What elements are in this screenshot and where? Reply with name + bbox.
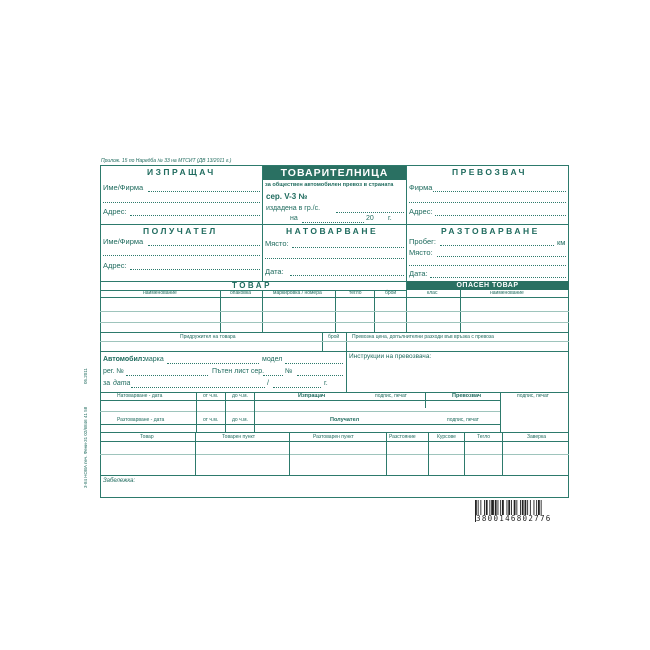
- waybill-issued-field[interactable]: [336, 212, 404, 213]
- side-date: 05.2011: [83, 368, 88, 384]
- sig-receiver-sign: подпис, печат: [447, 417, 479, 423]
- vehicle-make-field[interactable]: [167, 363, 259, 364]
- waybill-issued-label: издадена в гр./с.: [266, 205, 321, 212]
- col-marking: маркировка / номера: [273, 290, 322, 296]
- col-goods-name: наименование: [143, 290, 177, 296]
- receiver-title: ПОЛУЧАТЕЛ: [143, 226, 218, 236]
- receiver-address-label: Адрес:: [103, 261, 127, 270]
- unloading-date-field[interactable]: [430, 277, 566, 278]
- vehicle-label: Автомобил:: [103, 356, 145, 363]
- col-certification: Заверка: [527, 434, 547, 440]
- loading-title: НАТОВАРВАНЕ: [286, 226, 379, 236]
- sig-receiver: Получател: [330, 417, 360, 423]
- vehicle-date-slash: /: [267, 380, 269, 387]
- sig-loading-to: до ч.м.: [232, 393, 248, 399]
- waybill-series: сер. V-3 №: [266, 192, 308, 201]
- vehicle-model-field[interactable]: [285, 363, 343, 364]
- vehicle-date-field-2[interactable]: [273, 387, 321, 388]
- vehicle-date-label: дата: [113, 380, 131, 387]
- vehicle-make-label: марка: [144, 356, 164, 363]
- carrier-title: ПРЕВОЗВАЧ: [452, 167, 527, 177]
- col-transport-weight: Тегло: [477, 434, 491, 440]
- sig-unloading-from: от ч.м.: [203, 417, 219, 423]
- waybill-subtitle: за обществен автомобилен превоз в страната: [265, 182, 394, 188]
- unloading-mileage-field[interactable]: [440, 245, 554, 246]
- waybill-sheet-field[interactable]: [263, 375, 283, 376]
- loading-date-field[interactable]: [290, 275, 404, 276]
- col-trips: Курсове: [437, 434, 456, 440]
- remark-label: Забележка:: [103, 478, 136, 484]
- col-packaging: опаковка: [230, 290, 252, 296]
- sig-carrier-sign: подпис, печат: [517, 393, 549, 399]
- unloading-date-label: Дата:: [409, 269, 428, 278]
- waybill-on-label: на: [290, 215, 298, 222]
- waybill-year-suffix: г.: [388, 215, 392, 222]
- col-distance: Разстояние: [389, 434, 416, 440]
- vehicle-for-label: за: [103, 380, 111, 387]
- sig-loading-date: Натоварване - дата: [117, 393, 163, 399]
- docs-label: Придружител на товара: [180, 334, 236, 340]
- docs-count-label: брой: [328, 334, 340, 340]
- waybill-year: 20: [366, 215, 374, 222]
- vehicle-year-suffix: г.: [324, 380, 328, 387]
- unloading-title: РАЗТОВАРВАНЕ: [441, 226, 540, 236]
- sender-name-field[interactable]: [148, 191, 260, 192]
- col-weight: тегло: [349, 290, 362, 296]
- unloading-km: км: [557, 238, 566, 247]
- price-label: Превозна цена, допълнителни разходи във връзка с превоза: [352, 334, 494, 340]
- instructions-label: Инструкции на превозвача:: [349, 353, 432, 360]
- loading-place-label: Място:: [265, 239, 289, 248]
- vehicle-model-label: модел: [262, 356, 283, 363]
- unloading-mileage-label: Пробег:: [409, 237, 436, 246]
- waybill-sheet-num-label: №: [285, 368, 293, 375]
- col-transport-goods: Товар: [140, 434, 154, 440]
- carrier-firm-label: Фирма: [409, 183, 433, 192]
- sig-loading-from: от ч.м.: [203, 393, 219, 399]
- sig-unloading-to: до ч.м.: [232, 417, 248, 423]
- receiver-name-label: Име/Фирма: [103, 237, 144, 246]
- waybill-sheet-label: Пътен лист сер.: [212, 368, 265, 375]
- vehicle-date-field[interactable]: [131, 387, 265, 388]
- col-unloading-point: Разтоварен пункт: [313, 434, 354, 440]
- waybill-date-field[interactable]: [302, 222, 364, 223]
- side-code: 3-84 НОВА печ. Фени-31 02/6846 41 58: [83, 406, 88, 488]
- dangerous-goods-title: ОПАСЕН ТОВАР: [406, 281, 569, 290]
- receiver-address-field[interactable]: [130, 269, 260, 270]
- carrier-firm-field[interactable]: [433, 191, 566, 192]
- waybill-title: ТОВАРИТЕЛНИЦА: [263, 166, 406, 180]
- sig-sender: Изпращач: [298, 393, 326, 399]
- col-class: клас: [427, 290, 438, 296]
- goods-title: ТОВАР: [232, 281, 272, 290]
- col-loading-point: Товарен пункт: [222, 434, 256, 440]
- sig-unloading-date: Разтоварване - дата: [117, 417, 165, 423]
- barcode-digits: 3800146802776: [476, 514, 552, 523]
- unloading-place-label: Място:: [409, 248, 433, 257]
- vehicle-reg-label: рег. №: [103, 368, 124, 375]
- unloading-place-field[interactable]: [437, 256, 566, 257]
- sig-sender-sign: подпис, печат: [375, 393, 407, 399]
- sender-address-label: Адрес:: [103, 207, 127, 216]
- receiver-name-field[interactable]: [148, 245, 260, 246]
- regulation-note: Прилож. 15 по Наредба № 33 на МТСИТ (ДВ 13/2011 г.): [101, 158, 232, 164]
- col-dangerous-name: наименование: [490, 290, 524, 296]
- carrier-address-field[interactable]: [435, 215, 566, 216]
- col-count: брой: [385, 290, 397, 296]
- sig-carrier: Превозвач: [452, 393, 482, 399]
- sender-address-field[interactable]: [130, 215, 260, 216]
- vehicle-reg-field[interactable]: [126, 375, 208, 376]
- sender-name-label: Име/Фирма: [103, 183, 144, 192]
- sender-title: ИЗПРАЩАЧ: [147, 167, 216, 177]
- loading-date-label: Дата:: [265, 267, 284, 276]
- carrier-address-label: Адрес:: [409, 207, 433, 216]
- waybill-sheet-num-field[interactable]: [297, 375, 343, 376]
- loading-place-field[interactable]: [292, 247, 404, 248]
